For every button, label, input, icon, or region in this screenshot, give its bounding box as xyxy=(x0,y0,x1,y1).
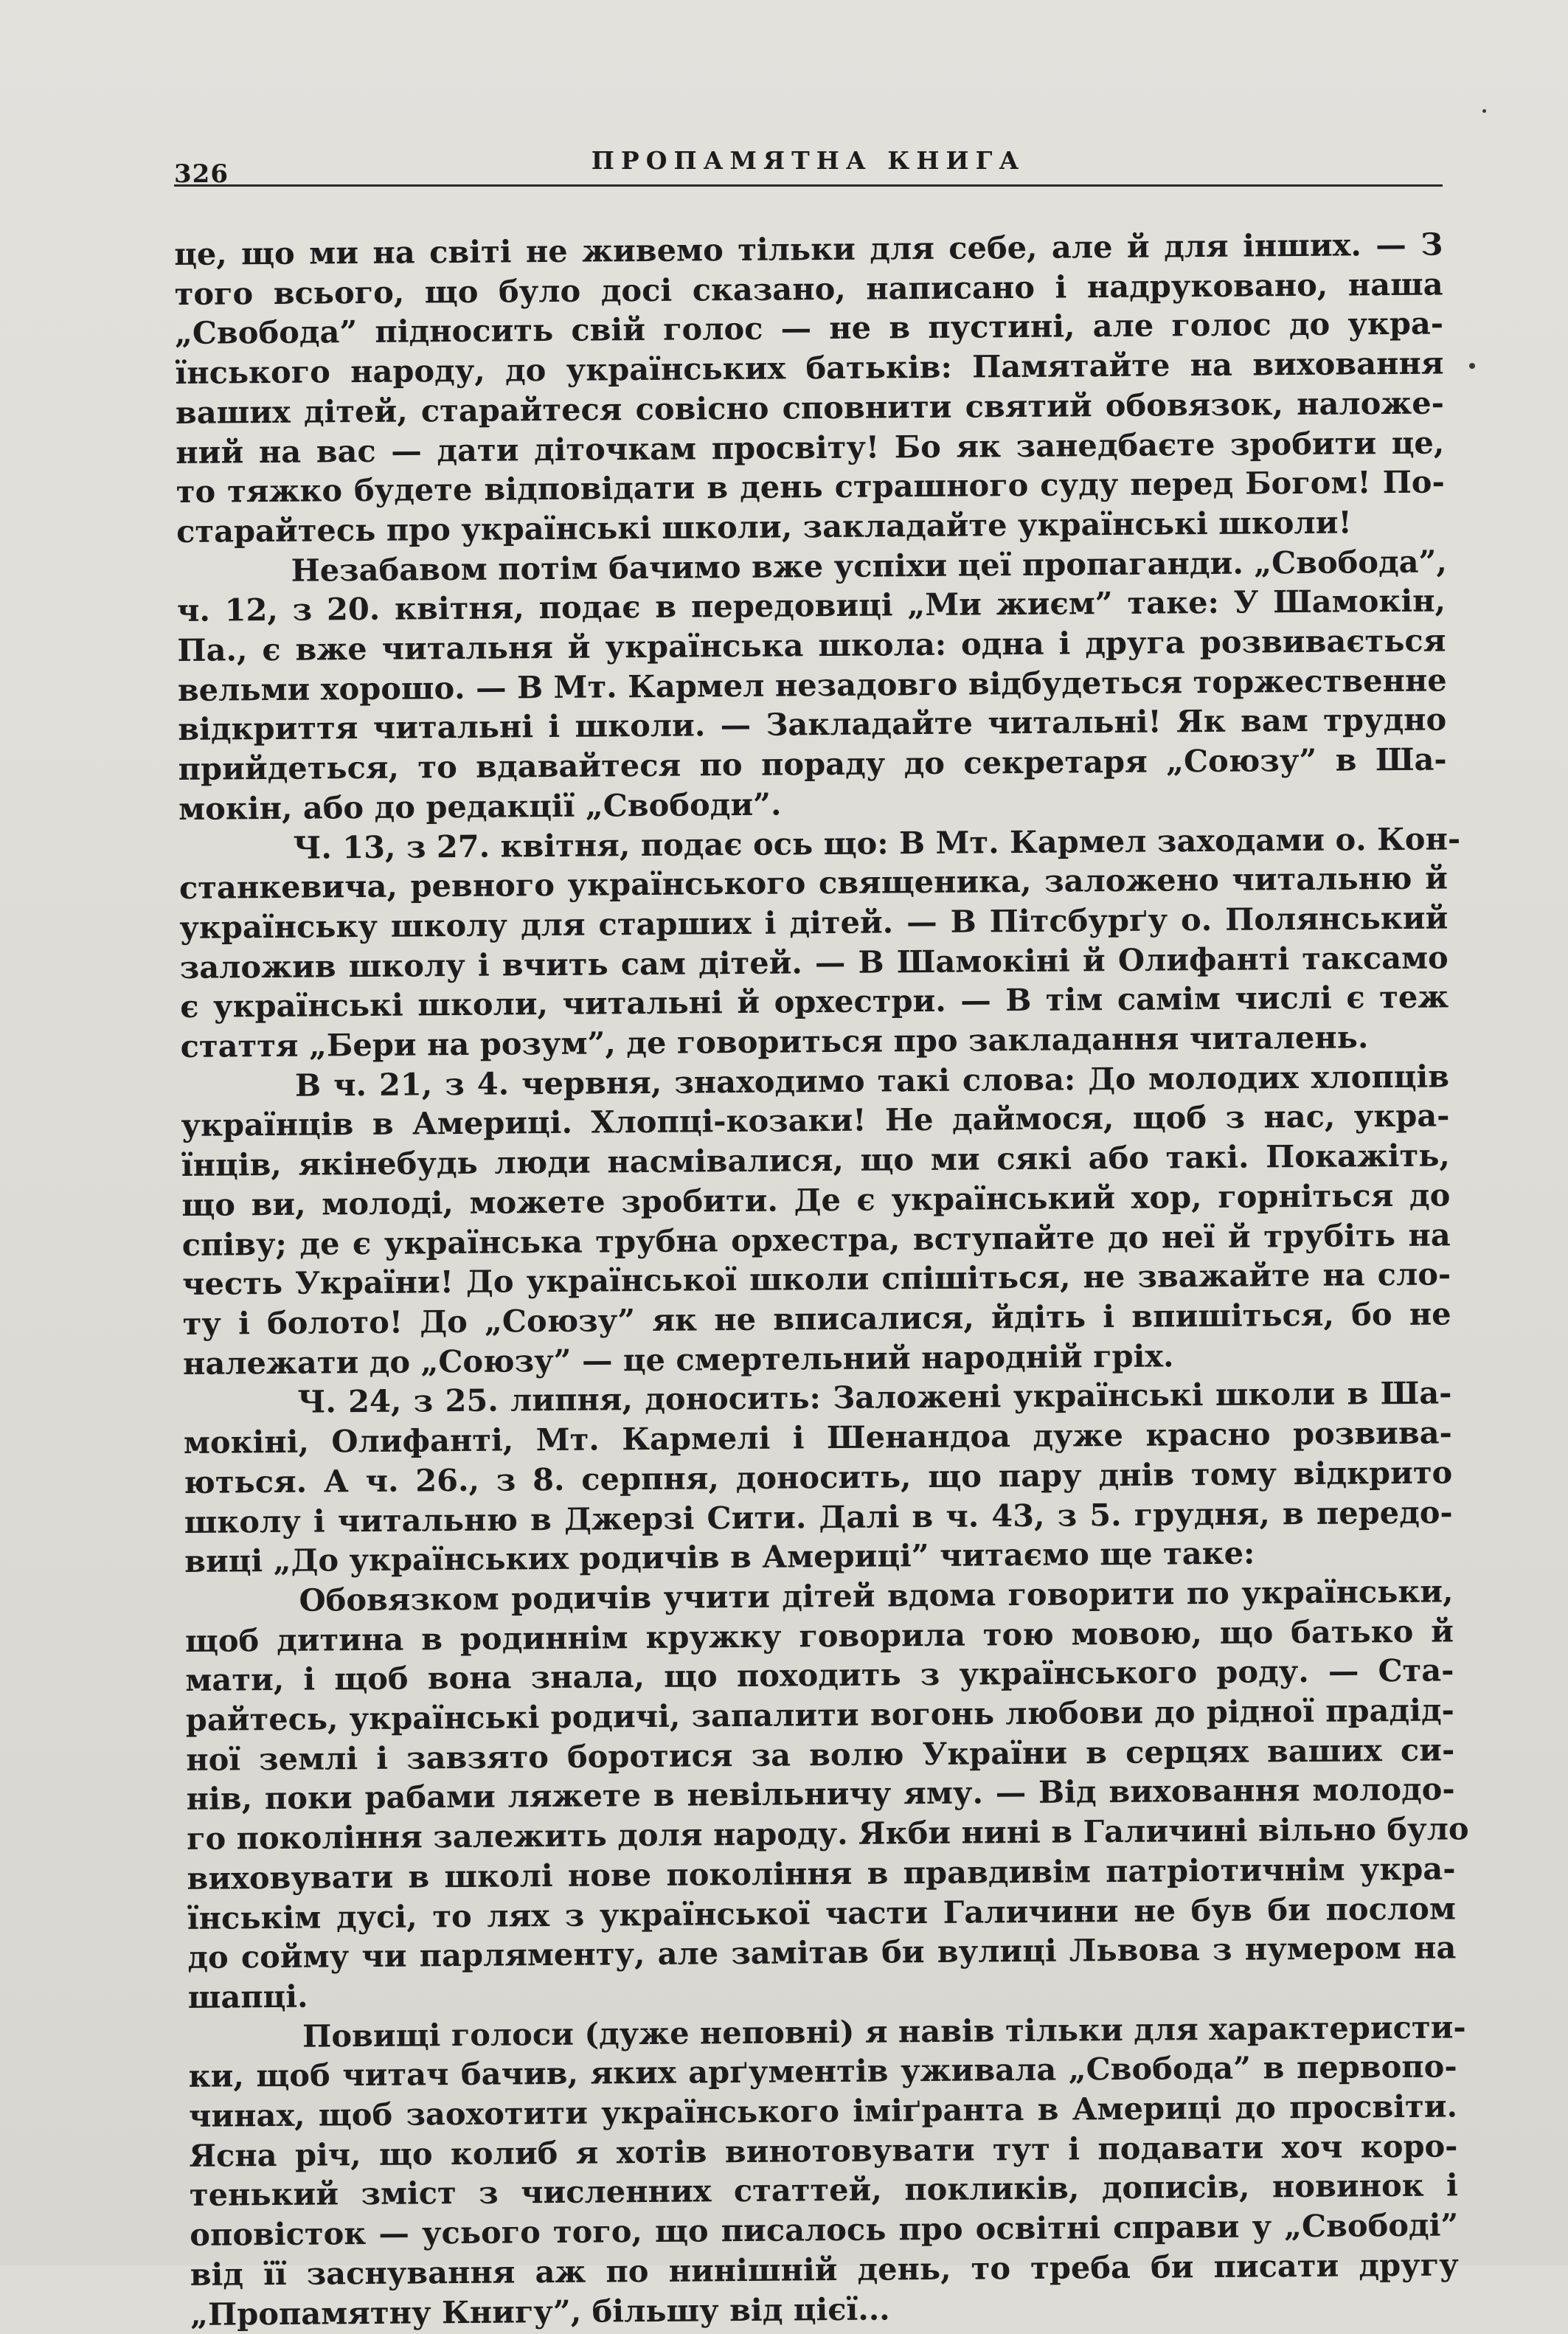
text-line: нів, поки рабами ляжете в невільничу яму. — Від виховання молодо- xyxy=(186,1770,1455,1818)
paragraph xyxy=(176,541,1447,828)
text-line: співу; де є українська трубна орхестра, вступайте до неї й трубіть на xyxy=(181,1216,1451,1263)
text-line: то тяжко будете відповідати в день страшного суду перед Богом! По- xyxy=(176,463,1445,510)
print-speck xyxy=(1482,109,1486,113)
text-line: мати, і щоб вона знала, що походить з українського роду. — Ста- xyxy=(185,1652,1454,1699)
page-number: 326 xyxy=(174,159,229,189)
text-line: їнськім дусі, то лях з української части Галичини не був би послом xyxy=(187,1889,1457,1936)
text-line: стаття „Бери на розум”, де говориться про закладання читалень. xyxy=(180,1019,1369,1065)
text-line: ний на вас — дати діточкам просвіту! Бо як занедбаєте зробити це, xyxy=(176,423,1445,471)
text-line: Ясна річ, що колиб я хотів винотовувати тут і подавати хоч корo- xyxy=(189,2127,1458,2174)
text-line: оповісток — усього того, що писалось про освітні справи у „Свободі” xyxy=(190,2206,1459,2254)
text-line: чинах, щоб заохотити українського іміґранта в Америці до просвіти. xyxy=(188,2088,1458,2134)
text-line: честь України! До української школи спішіться, не зважайте на сло- xyxy=(181,1256,1451,1303)
text-line: тенький зміст з численних статтей, покликів, дописів, новинок і xyxy=(189,2167,1459,2214)
text-line: станкевича, ревного українського священика, заложено читальню й xyxy=(178,859,1449,907)
text-line: Ч. 24, з 25. липня, доносить: Заложені українські школи в Ша- xyxy=(297,1374,1452,1421)
text-line: райтесь, українські родичі, запалити вогонь любови до рідної прадід- xyxy=(185,1691,1454,1738)
text-line: до сойму чи парляменту, але замітав би вулиці Львова з нумером на xyxy=(187,1929,1457,1976)
print-speck xyxy=(1469,363,1475,369)
paragraph xyxy=(183,1374,1453,1582)
text-line: виці „До українських родичів в Америці” читаємо ще таке: xyxy=(184,1534,1255,1580)
running-header xyxy=(174,140,1443,192)
text-line: прийдеться, то вдавайтеся по пораду до секретаря „Союзу” в Ша- xyxy=(178,741,1447,788)
text-line: належати до „Союзу” — це смертельний народній гріх. xyxy=(182,1337,1174,1382)
paragraph xyxy=(178,819,1461,1067)
text-line: ту і болото! До „Союзу” як не вписалися, йдіть і впишіться, бо не xyxy=(182,1295,1451,1342)
text-line: шапці. xyxy=(187,1978,308,2015)
text-line: їнців, якінебудь люди насмівалися, що ми сякі або такі. Покажіть, xyxy=(181,1137,1451,1184)
text-line: Незабавом потім бачимо вже успіхи цеї пропаганди. „Свобода”, xyxy=(291,543,1448,589)
text-line: школу і читальню в Джерзі Сити. Далі в ч. 43, з 5. грудня, в передо- xyxy=(184,1493,1453,1540)
text-line: В ч. 21, з 4. червня, знаходимо такі слова: До молодих хлопців xyxy=(294,1058,1450,1104)
text-line: „Свобода” підносить свій голос — не в пустині, але голос до укра- xyxy=(174,305,1444,352)
text-line: „Пропамятну Книгу”, більшу від цієї... xyxy=(190,2290,890,2333)
text-line: Па., є вже читальня й українська школа: одна і друга розвивається xyxy=(177,622,1446,669)
paragraph xyxy=(181,1056,1451,1383)
text-line: го покоління залежить доля народу. Якби нині в Галичині вільно було xyxy=(186,1810,1469,1857)
text-line: ки, щоб читач бачив, яких арґументів уживала „Свобода” в первопо- xyxy=(188,2048,1457,2095)
text-line: українців в Америці. Хлопці-козаки! Не даймося, щоб з нас, укра- xyxy=(181,1097,1450,1144)
text-line: виховувати в школі нове покоління в правдивім патріотичнім укра- xyxy=(187,1850,1456,1897)
paragraph xyxy=(184,1571,1469,2017)
text-line: Повищі голоси (дуже неповні) я навів тільки для характеристи- xyxy=(302,2008,1466,2054)
header-rule xyxy=(174,184,1443,187)
text-line: мокіні, Олифанті, Мт. Кармелі і Шенандоа дуже красно розвива- xyxy=(183,1414,1453,1461)
running-title: ПРОПАМЯТНА КНИГА xyxy=(591,146,1026,175)
text-line: заложив школу і вчить сам дітей. — В Шамокіні й Олифанті таксамо xyxy=(179,939,1449,986)
text-line: це, що ми на світі не живемо тільки для себе, але й для інших. — З xyxy=(174,226,1443,272)
text-line: відкриття читальні і школи. — Закладайте читальні! Як вам трудно xyxy=(178,701,1447,748)
text-line: що ви, молоді, можете зробити. Де є український хор, горніться до xyxy=(181,1177,1451,1223)
text-line: ваших дітей, старайтеся совісно сповнити святий обовязок, наложе- xyxy=(175,384,1445,431)
text-line: щоб дитина в родиннім кружку говорила тою мовою, що батько й xyxy=(184,1613,1454,1659)
text-line: того всього, що було досі сказано, написано і надруковано, наша xyxy=(174,266,1443,312)
text-line: від її заснування аж по нинішній день, то треба би писати другу xyxy=(190,2246,1459,2293)
text-line: ч. 12, з 20. квітня, подає в передовиці „Ми жиєм” таке: У Шамокін, xyxy=(176,582,1446,629)
text-line: мокін, або до редакції „Свободи”. xyxy=(178,786,782,827)
text-line: ються. А ч. 26., з 8. серпня, доносить, що пару днів тому відкрито xyxy=(184,1454,1453,1500)
text-line: Обовязком родичів учити дітей вдома говорити по українськи, xyxy=(299,1573,1454,1618)
text-line: ної землі і завзято боротися за волю України в серцях ваших си- xyxy=(186,1731,1455,1778)
paragraph xyxy=(188,2007,1466,2334)
text-line: є українські школи, читальні й орхестри. — В тім самім числі є теж xyxy=(180,978,1449,1025)
text-line: старайтесь про українські школи, закладайте українські школи! xyxy=(176,504,1352,550)
text-line: їнського народу, до українських батьків: Памятайте на виховання xyxy=(175,344,1444,392)
text-line: Ч. 13, з 27. квітня, подає ось що: В Мт. Кармел заходами о. Кон- xyxy=(293,820,1461,866)
text-line: вельми хорошо. — В Мт. Кармел незадовго відбудеться торжественне xyxy=(177,662,1447,708)
body-text xyxy=(174,224,1469,2334)
text-line: українську школу для старших і дітей. — В Пітсбурґу о. Полянський xyxy=(179,899,1449,946)
paragraph xyxy=(174,224,1445,551)
